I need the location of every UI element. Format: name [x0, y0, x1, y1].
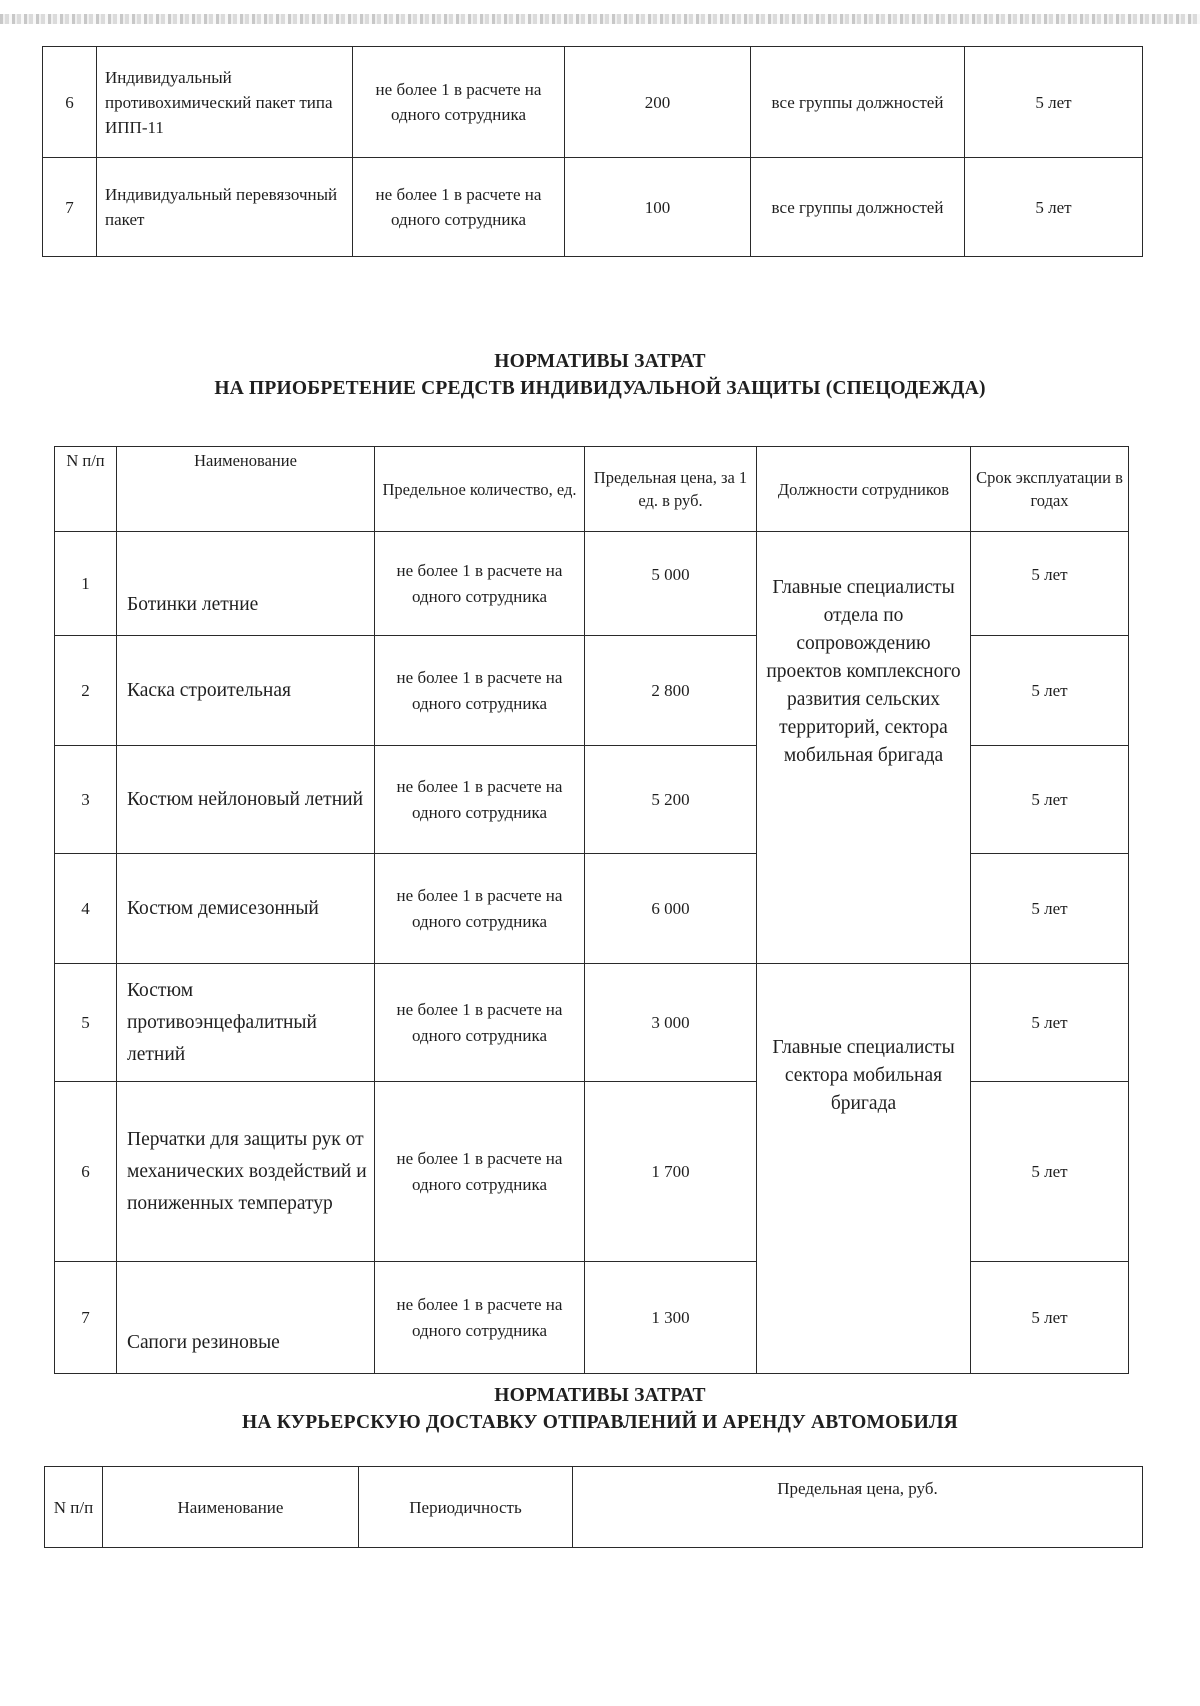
row-number: 1	[55, 532, 117, 636]
header-num: N п/п	[55, 447, 117, 532]
item-quantity: не более 1 в расчете на одного сотрудника	[375, 1262, 585, 1374]
item-name: Перчатки для защиты рук от механических воздействий и пониженных температур	[117, 1082, 375, 1262]
table-header-row	[55, 447, 1129, 532]
title-line: НОРМАТИВЫ ЗАТРАТ	[494, 351, 706, 372]
header-period: Периодичность	[359, 1467, 573, 1548]
positions-group-1: Главные специалисты отдела по сопровождению проектов комплексного развития сельских территорий, сектора мобильная бригада	[757, 532, 971, 964]
ppe-table	[54, 446, 1129, 1374]
title-line: НА КУРЬЕРСКУЮ ДОСТАВКУ ОТПРАВЛЕНИЙ И АРЕНДУ АВТОМОБИЛЯ	[242, 1412, 958, 1433]
header-qty: Предельное количество, ед.	[375, 447, 585, 532]
item-quantity: не более 1 в расчете на одного сотрудника	[375, 1082, 585, 1262]
item-name: Каска строительная	[117, 636, 375, 746]
item-name: Сапоги резиновые	[117, 1262, 375, 1374]
table-row	[55, 532, 1129, 636]
item-term: 5 лет	[971, 1082, 1129, 1262]
scan-edge-artifact	[0, 14, 1200, 24]
item-name: Костюм противоэнцефалитный летний	[117, 964, 375, 1082]
row-number: 5	[55, 964, 117, 1082]
row-number: 7	[55, 1262, 117, 1374]
item-price: 200	[565, 47, 751, 158]
item-term: 5 лет	[971, 1262, 1129, 1374]
section-title-courier	[0, 1382, 1200, 1436]
item-term: 5 лет	[965, 47, 1143, 158]
item-price: 6 000	[585, 854, 757, 964]
item-quantity: не более 1 в расчете на одного сотрудника	[375, 532, 585, 636]
item-quantity: не более 1 в расчете на одного сотрудника	[375, 746, 585, 854]
item-name: Ботинки летние	[117, 532, 375, 636]
row-number: 7	[43, 158, 97, 257]
section-title-ppe	[0, 348, 1200, 402]
item-price: 100	[565, 158, 751, 257]
item-quantity: не более 1 в расчете на одного сотрудника	[353, 158, 565, 257]
table-row	[55, 964, 1129, 1082]
header-name: Наименование	[103, 1467, 359, 1548]
item-quantity: не более 1 в расчете на одного сотрудника	[375, 636, 585, 746]
item-term: 5 лет	[971, 854, 1129, 964]
item-term: 5 лет	[971, 746, 1129, 854]
row-number: 6	[55, 1082, 117, 1262]
item-quantity: не более 1 в расчете на одного сотрудника	[375, 964, 585, 1082]
item-price: 5 200	[585, 746, 757, 854]
title-line: НА ПРИОБРЕТЕНИЕ СРЕДСТВ ИНДИВИДУАЛЬНОЙ ЗАЩИТЫ (СПЕЦОДЕЖДА)	[214, 378, 986, 399]
row-number: 6	[43, 47, 97, 158]
item-term: 5 лет	[971, 964, 1129, 1082]
item-name: Индивидуальный перевязочный пакет	[97, 158, 353, 257]
row-number: 3	[55, 746, 117, 854]
item-price: 1 300	[585, 1262, 757, 1374]
item-price: 2 800	[585, 636, 757, 746]
item-quantity: не более 1 в расчете на одного сотрудника	[353, 47, 565, 158]
header-positions: Должности сотрудников	[757, 447, 971, 532]
header-price: Предельная цена, руб.	[573, 1467, 1143, 1548]
item-price: 3 000	[585, 964, 757, 1082]
positions-group-2: Главные специалисты сектора мобильная бригада	[757, 964, 971, 1374]
item-price: 1 700	[585, 1082, 757, 1262]
item-positions: все группы должностей	[751, 158, 965, 257]
item-name: Индивидуальный противохимический пакет типа ИПП-11	[97, 47, 353, 158]
item-quantity: не более 1 в расчете на одного сотрудника	[375, 854, 585, 964]
item-name: Костюм демисезонный	[117, 854, 375, 964]
item-price: 5 000	[585, 532, 757, 636]
item-name: Костюм нейлоновый летний	[117, 746, 375, 854]
table-row	[43, 47, 1143, 158]
header-num: N п/п	[45, 1467, 103, 1548]
item-term: 5 лет	[971, 636, 1129, 746]
header-name: Наименование	[117, 447, 375, 532]
header-term: Срок эксплуатации в годах	[971, 447, 1129, 532]
courier-table	[44, 1466, 1143, 1548]
header-price: Предельная цена, за 1 ед. в руб.	[585, 447, 757, 532]
table-header-row	[45, 1467, 1143, 1548]
item-term: 5 лет	[971, 532, 1129, 636]
table-row	[43, 158, 1143, 257]
title-line: НОРМАТИВЫ ЗАТРАТ	[494, 1385, 706, 1406]
item-term: 5 лет	[965, 158, 1143, 257]
row-number: 2	[55, 636, 117, 746]
row-number: 4	[55, 854, 117, 964]
item-positions: все группы должностей	[751, 47, 965, 158]
continuation-table	[42, 46, 1143, 257]
